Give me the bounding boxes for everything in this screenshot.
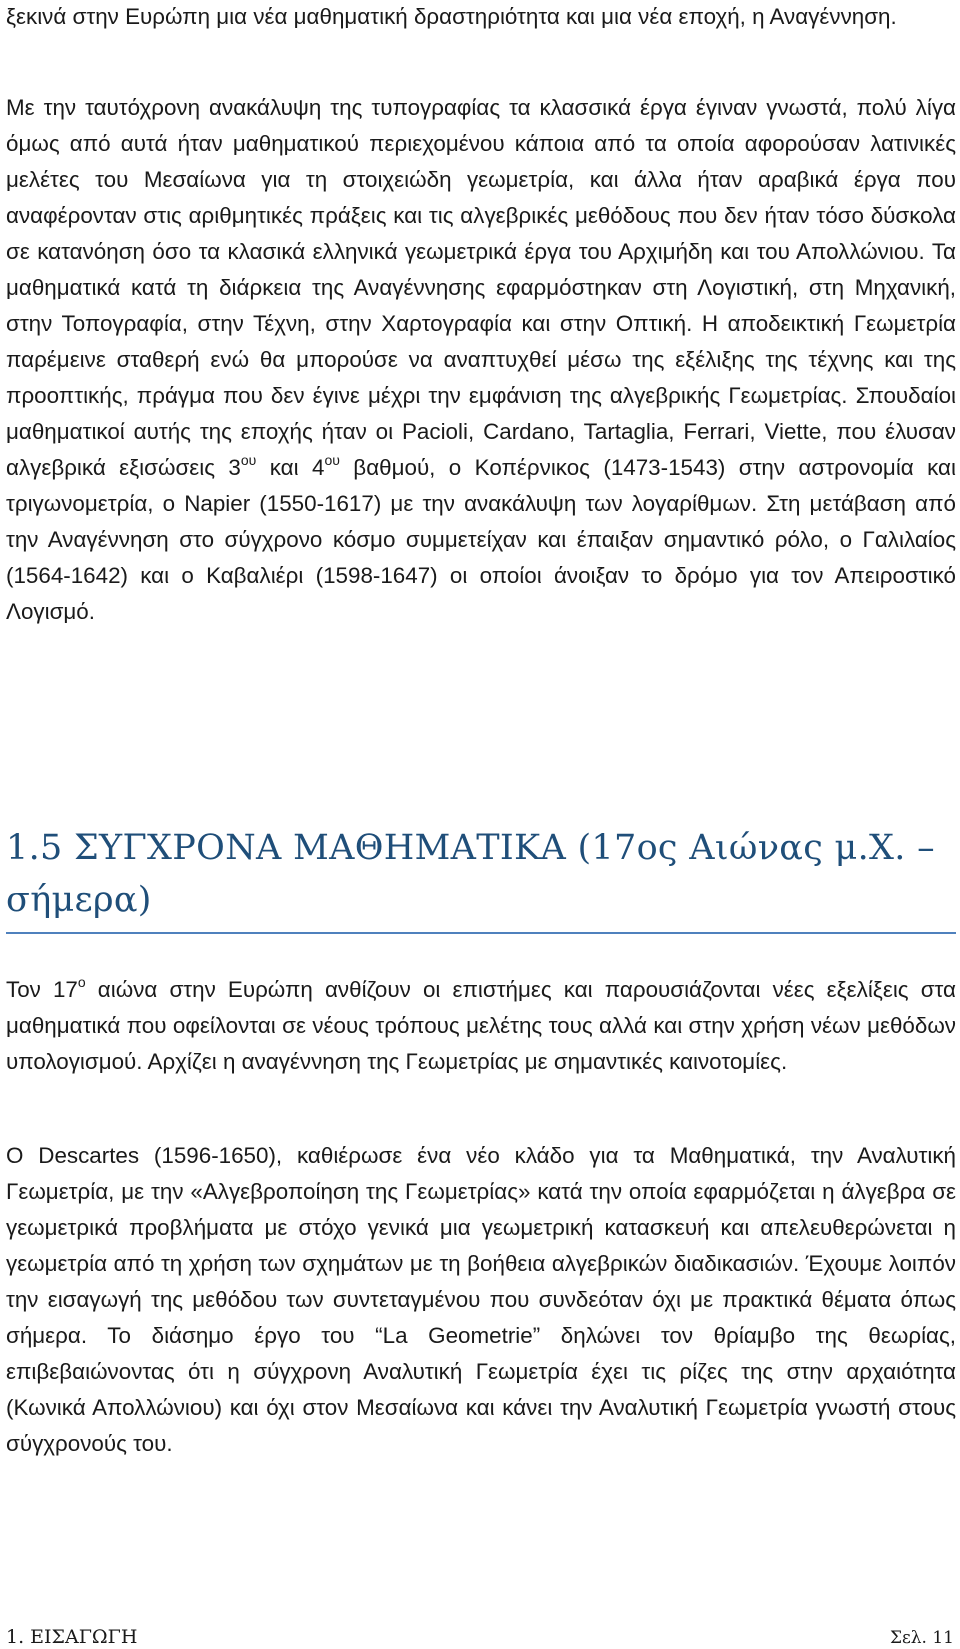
superscript-ordinal: ου xyxy=(240,451,257,468)
heading-underline-divider xyxy=(6,932,956,934)
footer-chapter-title: 1. ΕΙΣΑΓΩΓΗ xyxy=(6,1626,138,1648)
superscript-ordinal: ου xyxy=(324,451,340,468)
paragraph-text: Με την ταυτόχρονη ανακάλυψη της τυπογραφίας τα κλασσικά έργα έγιναν γνωστά, πολύ λίγα όμως από αυτά ήταν μαθηματικού περιεχομένου κάποια από τα οποία αφορούσαν λατινικές μελέτες του Μεσαίωνα για τη στοιχειώδη γεωμετρία, και άλλα ήταν αραβικά έργα που αναφέρονταν στις αριθμητικές πράξεις και τις αλγεβρικές μεθόδους που δεν ήταν τόσο δύσκολα σε κατανόηση όσο τα κλασικά ελληνικά γεωμετρικά έργα του Αρχιμήδη και του Απολλώνιου. Τα μαθηματικά κατά τη διάρκεια της Αναγέννησης εφαρμόστηκαν στη Λογιστική, στη Μηχανική, στην Τοπογραφία, στην Τέχνη, στην Χαρτογραφία και στην Οπτική. Η αποδεικτική Γεωμετρία παρέμεινε σταθερή ενώ θα μπορούσε να αναπτυχθεί μέσω της εξέλιξης της τέχνης και της προοπτικής, πράγμα που δεν έγινε μέχρι την εμφάνιση της αλγεβρικής Γεωμετρίας. Σπουδαίοι μαθηματικοί αυτής της εποχής ήταν οι Pacioli, Cardano, Tartaglia, Ferrari, Viette, που έλυσαν αλγεβρικά εξισώσεις 3 xyxy=(6,95,956,480)
paragraph-text: βαθμού, ο Κοπέρνικος (1473-1543) στην αστρονομία και τριγωνομετρία, ο Napier (1550-1617) με την ανακάλυψη των λογαρίθμων. Στη μετάβαση από την Αναγέννηση στο σύγχρονο κόσμο συμμετείχαν και έπαιξαν σημαντικό ρόλο, ο Γαλιλαίος (1564-1642) και ο Καβαλιέρι (1598-1647) οι οποίοι άνοιξαν το δρόμο για τον Απειροστικό Λογισμό. xyxy=(6,455,956,624)
paragraph-17th-century xyxy=(6,972,956,1080)
paragraph-text: αιώνα στην Ευρώπη ανθίζουν οι επιστήμες και παρουσιάζονται νέες εξελίξεις στα μαθηματικά που οφείλονται σε νέους τρόπους μελέτης τους αλλά και στην χρήση νέων μεθόδων υπολογισμού. Αρχίζει η αναγέννηση της Γεωμετρίας με σημαντικές καινοτομίες. xyxy=(6,977,956,1074)
footer-page-number: Σελ. 11 xyxy=(889,1628,954,1648)
paragraph-descartes: Ο Descartes (1596-1650), καθιέρωσε ένα νέο κλάδο για τα Μαθηματικά, την Αναλυτική Γεωμετρία, με την «Αλγεβροποίηση της Γεωμετρίας» κατά την οποία εφαρμόζεται η άλγεβρα σε γεωμετρικά προβλήματα με στόχο γενικά μια γεωμετρική κατασκευή και απελευθερώνεται η γεωμετρία από τη χρήση των σχημάτων με τη βοήθεια αλγεβρικών διαδικασιών. Έχουμε λοιπόν την εισαγωγή της μεθόδου των συντεταγμένου που συνδεόταν όχι με πρακτικά θέματα όπως σήμερα. Το διάσημο έργο του “La Geometrie” δηλώνει τον θρίαμβο της θεωρίας, επιβεβαιώνοντας ότι η σύγχρονη Αναλυτική Γεωμετρία έχει τις ρίζες της στην αρχαιότητα (Κωνικά Απολλώνιου) και όχι στον Μεσαίωνα και κάνει την Αναλυτική Γεωμετρία γνωστή στους σύγχρονούς του. xyxy=(6,1143,956,1456)
paragraph-text: και 4 xyxy=(256,455,325,480)
section-heading xyxy=(6,822,956,926)
section-heading-line: σήμερα) xyxy=(6,880,152,920)
section-heading-line: 1.5 ΣΥΓΧΡΟΝΑ ΜΑΘΗΜΑΤΙΚΑ (17ος Αιώνας μ.Χ. – xyxy=(6,828,935,868)
superscript-ordinal: ο xyxy=(77,973,86,990)
paragraph-renaissance-mathematics xyxy=(6,90,956,630)
paragraph-renaissance-intro: ξεκινά στην Ευρώπη μια νέα μαθηματική δραστηριότητα και μια νέα εποχή, η Αναγέννηση. xyxy=(6,4,897,29)
paragraph-text: Τον 17 xyxy=(6,977,78,1002)
